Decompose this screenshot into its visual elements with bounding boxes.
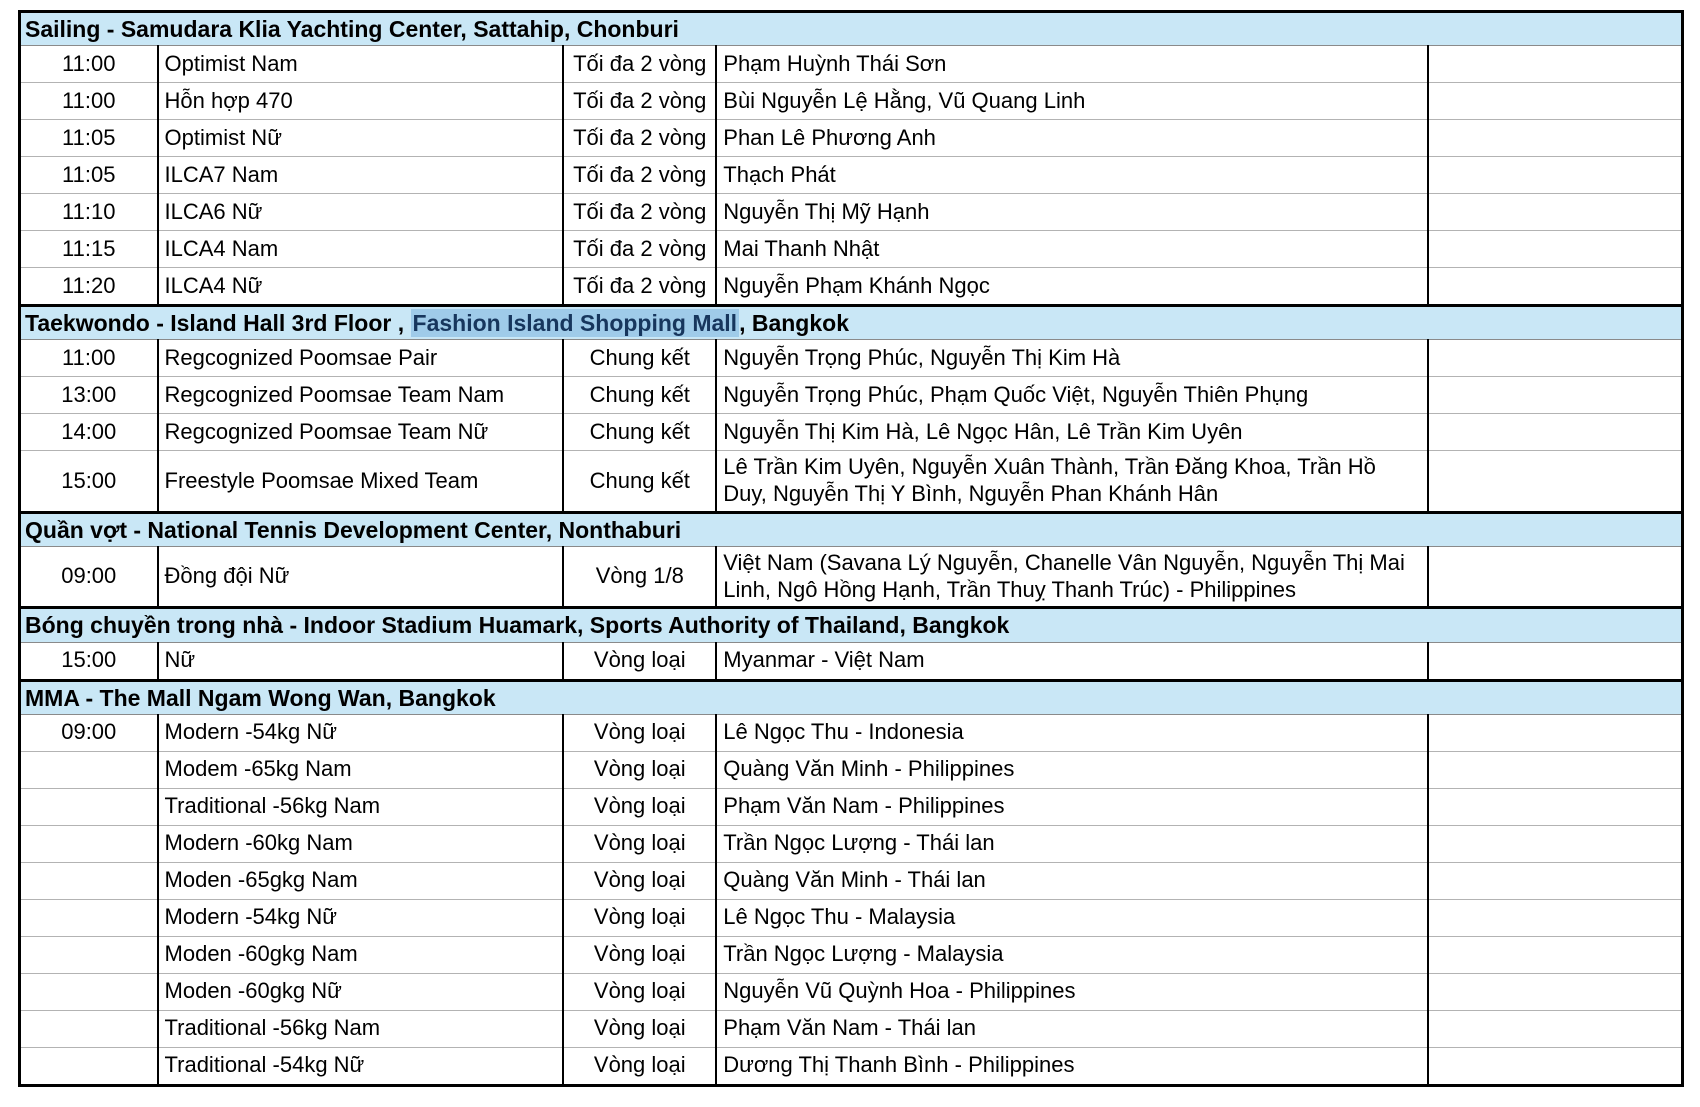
notes-cell [1428,120,1682,157]
event-row [20,642,1683,680]
round-cell: Vòng loại [563,788,716,825]
time-cell [20,1010,158,1047]
participants-cell: Phạm Văn Nam - Philippines [716,788,1428,825]
event-row [20,451,1683,513]
section-header-row [20,680,1683,714]
event-cell: ILCA4 Nữ [158,268,564,306]
round-cell: Vòng loại [563,899,716,936]
round-cell: Tối đa 2 vòng [563,231,716,268]
time-cell [20,751,158,788]
participants-cell: Nguyễn Vũ Quỳnh Hoa - Philippines [716,973,1428,1010]
event-cell: Traditional -56kg Nam [158,788,564,825]
round-cell: Tối đa 2 vòng [563,83,716,120]
round-cell: Vòng loại [563,1010,716,1047]
participants-cell: Trần Ngọc Lượng - Thái lan [716,825,1428,862]
participants-cell: Lê Ngọc Thu - Indonesia [716,714,1428,751]
notes-cell [1428,751,1682,788]
event-row [20,157,1683,194]
event-cell: Modern -54kg Nữ [158,714,564,751]
event-cell: Hỗn hợp 470 [158,83,564,120]
section-title-text: Bóng chuyền trong nhà - Indoor Stadium Huamark, Sports Authority of Thailand, Bangkok [25,612,1010,639]
section-title-text: , Bangkok [739,310,849,337]
notes-cell [1428,788,1682,825]
schedule-body [20,12,1683,1086]
notes-cell [1428,546,1682,608]
participants-cell: Nguyễn Phạm Khánh Ngọc [716,268,1428,306]
section-title-text: Taekwondo - Island Hall 3rd Floor , [25,310,411,337]
section-title [20,608,1683,642]
notes-cell [1428,1047,1682,1085]
event-row [20,340,1683,377]
event-row [20,414,1683,451]
participants-cell: Quàng Văn Minh - Philippines [716,751,1428,788]
event-cell: Modern -60kg Nam [158,825,564,862]
participants-cell: Phạm Văn Nam - Thái lan [716,1010,1428,1047]
event-cell: Optimist Nữ [158,120,564,157]
round-cell: Tối đa 2 vòng [563,194,716,231]
notes-cell [1428,414,1682,451]
notes-cell [1428,377,1682,414]
section-title-text: Quần vợt - National Tennis Development Center, Nonthaburi [25,516,682,543]
event-row [20,46,1683,83]
section-header-row [20,12,1683,46]
event-cell: Đồng đội Nữ [158,546,564,608]
participants-cell: Phan Lê Phương Anh [716,120,1428,157]
notes-cell [1428,899,1682,936]
time-cell [20,862,158,899]
event-cell: Traditional -54kg Nữ [158,1047,564,1085]
round-cell: Vòng loại [563,825,716,862]
event-row [20,377,1683,414]
participants-cell: Quàng Văn Minh - Thái lan [716,862,1428,899]
time-cell: 11:00 [20,46,158,83]
event-row [20,194,1683,231]
time-cell [20,899,158,936]
round-cell: Vòng loại [563,642,716,680]
time-cell: 11:10 [20,194,158,231]
round-cell: Vòng loại [563,973,716,1010]
notes-cell [1428,194,1682,231]
section-title [20,12,1683,46]
round-cell: Vòng loại [563,936,716,973]
notes-cell [1428,451,1682,513]
time-cell [20,973,158,1010]
time-cell [20,1047,158,1085]
participants-cell: Mai Thanh Nhật [716,231,1428,268]
participants-cell: Dương Thị Thanh Bình - Philippines [716,1047,1428,1085]
notes-cell [1428,714,1682,751]
time-cell: 11:05 [20,157,158,194]
section-title-text: Sailing - Samudara Klia Yachting Center, Sattahip, Chonburi [25,16,679,42]
event-cell: Traditional -56kg Nam [158,1010,564,1047]
event-cell: Regcognized Poomsae Team Nam [158,377,564,414]
notes-cell [1428,1010,1682,1047]
time-cell: 11:20 [20,268,158,306]
event-cell: ILCA4 Nam [158,231,564,268]
time-cell: 09:00 [20,546,158,608]
event-cell: Regcognized Poomsae Team Nữ [158,414,564,451]
time-cell: 09:00 [20,714,158,751]
time-cell: 11:05 [20,120,158,157]
section-header-row [20,306,1683,340]
event-row [20,899,1683,936]
participants-cell: Lê Ngọc Thu - Malaysia [716,899,1428,936]
round-cell: Chung kết [563,451,716,513]
event-row [20,546,1683,608]
notes-cell [1428,642,1682,680]
participants-cell: Việt Nam (Savana Lý Nguyễn, Chanelle Vân Nguyễn, Nguyễn Thị Mai Linh, Ngô Hồng Hạnh, Trần Thuỵ Thanh Trúc) - Philippines [716,546,1428,608]
time-cell: 11:00 [20,83,158,120]
section-title [20,512,1683,546]
round-cell: Tối đa 2 vòng [563,268,716,306]
round-cell: Chung kết [563,377,716,414]
round-cell: Vòng loại [563,751,716,788]
round-cell: Chung kết [563,340,716,377]
round-cell: Tối đa 2 vòng [563,120,716,157]
section-title [20,306,1683,340]
time-cell [20,825,158,862]
participants-cell: Nguyễn Trọng Phúc, Nguyễn Thị Kim Hà [716,340,1428,377]
section-title [20,680,1683,714]
event-row [20,268,1683,306]
participants-cell: Bùi Nguyễn Lệ Hằng, Vũ Quang Linh [716,83,1428,120]
time-cell: 15:00 [20,642,158,680]
participants-cell: Trần Ngọc Lượng - Malaysia [716,936,1428,973]
participants-cell: Nguyễn Trọng Phúc, Phạm Quốc Việt, Nguyễn Thiên Phụng [716,377,1428,414]
time-cell: 14:00 [20,414,158,451]
event-row [20,83,1683,120]
event-cell: Modem -65kg Nam [158,751,564,788]
event-row [20,714,1683,751]
round-cell: Vòng loại [563,714,716,751]
round-cell: Tối đa 2 vòng [563,46,716,83]
event-cell: Optimist Nam [158,46,564,83]
round-cell: Chung kết [563,414,716,451]
time-cell: 15:00 [20,451,158,513]
event-cell: Nữ [158,642,564,680]
time-cell: 11:15 [20,231,158,268]
schedule-table [18,10,1684,1087]
section-title-text: MMA - The Mall Ngam Wong Wan, Bangkok [25,684,496,711]
event-cell: ILCA7 Nam [158,157,564,194]
participants-cell: Myanmar - Việt Nam [716,642,1428,680]
event-cell: ILCA6 Nữ [158,194,564,231]
event-row [20,825,1683,862]
time-cell [20,788,158,825]
event-row [20,862,1683,899]
event-cell: Freestyle Poomsae Mixed Team [158,451,564,513]
round-cell: Vòng loại [563,862,716,899]
participants-cell: Nguyễn Thị Kim Hà, Lê Ngọc Hân, Lê Trần Kim Uyên [716,414,1428,451]
notes-cell [1428,862,1682,899]
time-cell: 11:00 [20,340,158,377]
time-cell: 13:00 [20,377,158,414]
event-cell: Moden -60gkg Nam [158,936,564,973]
notes-cell [1428,83,1682,120]
notes-cell [1428,268,1682,306]
participants-cell: Thạch Phát [716,157,1428,194]
notes-cell [1428,231,1682,268]
participants-cell: Nguyễn Thị Mỹ Hạnh [716,194,1428,231]
participants-cell: Phạm Huỳnh Thái Sơn [716,46,1428,83]
notes-cell [1428,825,1682,862]
event-row [20,231,1683,268]
highlighted-venue-text: Fashion Island Shopping Mall [412,310,738,337]
section-header-row [20,512,1683,546]
event-row [20,751,1683,788]
schedule-table-container [18,10,1684,1087]
round-cell: Vòng loại [563,1047,716,1085]
notes-cell [1428,46,1682,83]
event-row [20,1047,1683,1085]
event-row [20,973,1683,1010]
event-row [20,120,1683,157]
event-cell: Regcognized Poomsae Pair [158,340,564,377]
round-cell: Tối đa 2 vòng [563,157,716,194]
event-row [20,1010,1683,1047]
participants-cell: Lê Trần Kim Uyên, Nguyễn Xuân Thành, Trần Đăng Khoa, Trần Hồ Duy, Nguyễn Thị Y Bình, Nguyễn Phan Khánh Hân [716,451,1428,513]
event-row [20,936,1683,973]
notes-cell [1428,936,1682,973]
event-cell: Modern -54kg Nữ [158,899,564,936]
notes-cell [1428,157,1682,194]
notes-cell [1428,973,1682,1010]
event-cell: Moden -60gkg Nữ [158,973,564,1010]
section-header-row [20,608,1683,642]
event-cell: Moden -65gkg Nam [158,862,564,899]
time-cell [20,936,158,973]
event-row [20,788,1683,825]
notes-cell [1428,340,1682,377]
round-cell: Vòng 1/8 [563,546,716,608]
